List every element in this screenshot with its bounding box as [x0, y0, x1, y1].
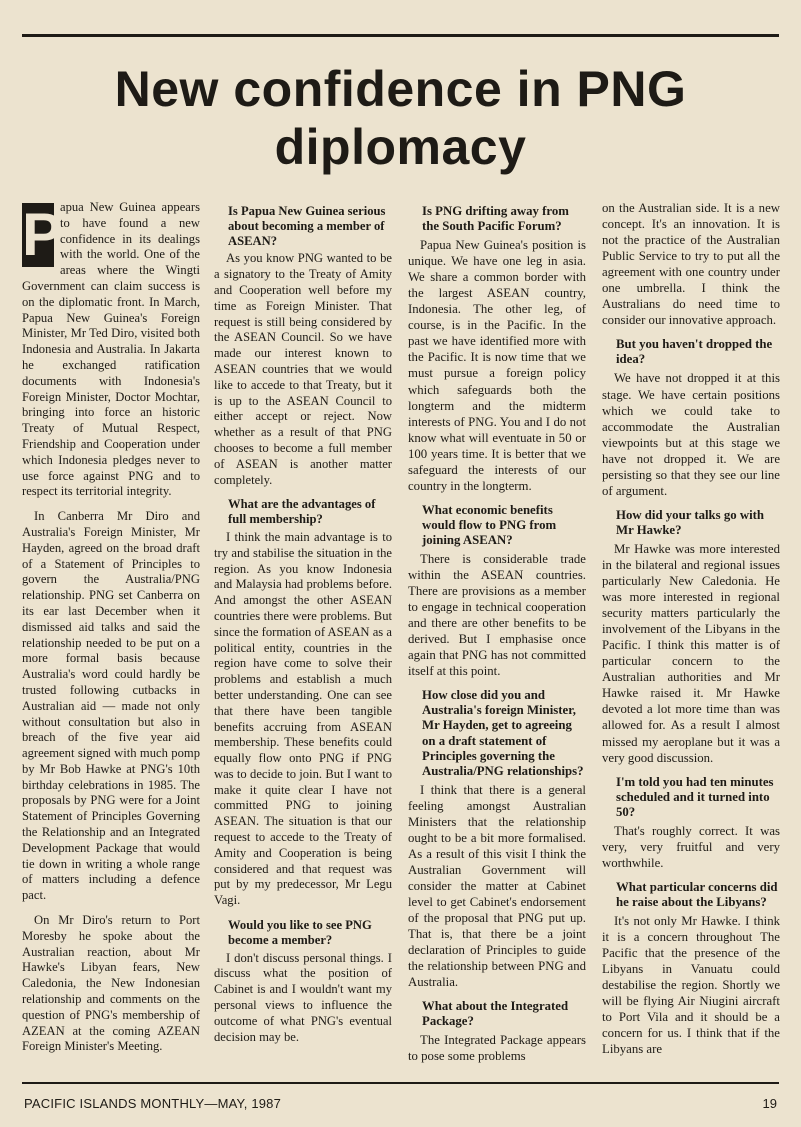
interview-question: But you haven't dropped the idea? — [616, 337, 773, 367]
headline: New confidence in PNG diplomacy — [114, 61, 687, 175]
interview-question: What economic benefits would flow to PNG from joining ASEAN? — [422, 502, 557, 547]
interview-answer: That's roughly correct. It was very, very fruitful and very worthwhile. — [602, 823, 780, 870]
interview-question: How did your talks go with Mr Hawke? — [616, 507, 765, 537]
interview-question: Would you like to see PNG become a member? — [228, 918, 372, 947]
body-paragraph: On Mr Diro's return to Port Moresby he spoke about the Australian reaction, about Mr Hawke's Libyan fears, New Caledonia, the New Indonesian relationship and comments on the question of PNG's membership of AZEAN at the coming AZEAN Foreign Minister's Meeting. — [22, 913, 200, 1054]
interview-question: How close did you and Australia's foreign Minister, Mr Hayden, get to agreeing on a draft statement of Principles governing the Australia/PNG relationships? — [422, 688, 584, 778]
interview-answer: Mr Hawke was more interested in the bilateral and regional issues particularly New Caledonia. He was more interested in regional security matters particularly the involvement of the Libyans in the Pacific. I think this matter is of particular concern to the Australian authorities and Mr Hawke raised it. Mr Hawke devoted a lot more time than was allowed for. As a result I almost missed my aeroplane but it was a very good discussion. — [602, 541, 780, 765]
interview-answer: I don't discuss personal things. I discuss what the position of Cabinet is and I wouldn't want my personal views to influence the outcome of what PNG's eventual decision may be. — [214, 950, 392, 1044]
interview-answer: I think the main advantage is to try and stabilise the situation in the region. As you know Indonesia and Malaysia had problems before. And amongst the other ASEAN countries there were problems. But since the formation of ASEAN as a political entity, countries in the region have come to solve their problems and establish a much better understanding. One can see that there have been tangible benefits accruing from ASEAN membership. These benefits could equally flow onto PNG if PNG was to decide to join. But I want to make it quite clear I have not committed PNG to joining ASEAN. The situation is that our request to accede to the Treaty of Amity and Cooperation is being considered and that request was put by my predecessor, Mr Legu Vagi. — [214, 529, 392, 908]
interview-answer: I think that there is a general feeling amongst Australian Ministers that the relationship ought to be a bit more formalised. As a result of this visit I think the Australian Government will consider the matter at Cabinet level to get Cabinet's endorsement of the proposal that PNG put up. That is, that there be a joint declaration of Principles to guide the relationship between PNG and Australia. — [408, 782, 586, 990]
interview-question: Is PNG drifting away from the South Pacific Forum? — [422, 204, 569, 234]
interview-answer: It's not only Mr Hawke. I think it is a concern throughout The Pacific that the presence of the Libyans in Vanuatu could destabilise the region. Shortly we will be flying Air Niugini aircraft to Port Vila and it should be a concern for us. I think that if the Libyans are — [602, 913, 780, 1057]
column-3 — [408, 200, 586, 1073]
interview-answer: The Integrated Package appears to pose some problems — [408, 1033, 586, 1064]
column-1 — [22, 200, 200, 1064]
interview-answer-continued: on the Australian side. It is a new concept. It's an innovation. It is not the practice of the Australian Public Service to try to put all the agreement with one country under one umbrella. I think the Australians do need time to consider our innovative approach. — [602, 201, 780, 328]
column-4 — [602, 200, 780, 1066]
interview-question: What about the Integrated Package? — [422, 999, 569, 1029]
interview-answer: Papua New Guinea's position is unique. We have one leg in asia. We share a common border with the largest ASEAN country, Indonesia. The other leg, of course, is in the Pacific. In the past we have identified more with the Pacific. It is now time that we must pursue a foreign policy which safeguards both the longterm and the midterm interests of PNG. You and I do not know what will eventuate in 50 or 100 years time. It is better that we safeguard the interests of our country in the longterm. — [408, 238, 586, 493]
interview-answer: There is considerable trade within the ASEAN countries. There are provisions as a member to engage in technical cooperation and there are other benefits to be derived. But I emphasise once again that PNG has not committed itself at this point. — [408, 551, 586, 679]
bottom-rule — [22, 1082, 779, 1084]
drop-cap: P — [22, 201, 63, 268]
interview-question: I'm told you had ten minutes scheduled and it turned into 50? — [616, 774, 774, 819]
interview-question: Is Papua New Guinea serious about becoming a member of ASEAN? — [228, 204, 386, 248]
column-2 — [214, 200, 392, 1054]
top-rule — [22, 34, 779, 37]
interview-question: What are the advantages of full membership? — [228, 497, 376, 527]
interview-question: What particular concerns did he raise about the Libyans? — [616, 879, 778, 909]
body-paragraph: In Canberra Mr Diro and Australia's Foreign Minister, Mr Hayden, agreed on the broad draft of a Statement of Principles to govern the Australia/PNG relationship. PNG set Canberra on its ear last December when it dismissed aid talks and said the relationship needed to be put on a more formal basis because Australia's word could hardly be trusted following cutbacks in Australian aid — made not only without consultation but also in breach of the five year aid agreement signed with much pomp by Mr Bob Hawke at PNG's 10th birthday celebrations in 1985. The proposals by PNG were for a Joint Statement of Principles Governing the Relationship and an Integrated Development Package that would tie down in writing a whole range of matters including a defence pact. — [22, 509, 200, 903]
publication-footer: PACIFIC ISLANDS MONTHLY—MAY, 1987 — [24, 1096, 282, 1111]
intro-paragraph: P apua New Guinea appears to have found a new confidence in its dealings with the world. One of the areas where the Wingti Government can claim success is on the diplomatic front. In March, Papua New Guinea's Foreign Minister, Mr Ted Diro, visited both Indonesia and Australia. In Jakarta he exchanged ratification documents with Indonesia's Foreign Minister, Doctor Mochtar, bringing into force an historic Treaty of Mutual Respect, Friendship and Cooperation under which Indonesia pledges never to use force against PNG and to respect its territorial integrity. — [22, 200, 200, 499]
interview-answer: We have not dropped it at this stage. We have certain positions which we could take to accommodate the Australian viewpoints but at this stage we have not dropped it. We are persisting so that they see our line of argument. — [602, 371, 780, 498]
page-number: 19 — [762, 1096, 777, 1111]
interview-answer: As you know PNG wanted to be a signatory to the Treaty of Amity and Cooperation well before my time as Foreign Minister. That request is still being considered by the ASEAN Council. So we have made our interest known to ASEAN countries that we would like to accede to that Treaty, but it is up to the ASEAN Council to either accept or reject. Now whether as a result of that PNG chooses to become a full member of ASEAN is another matter completely. — [214, 251, 392, 487]
